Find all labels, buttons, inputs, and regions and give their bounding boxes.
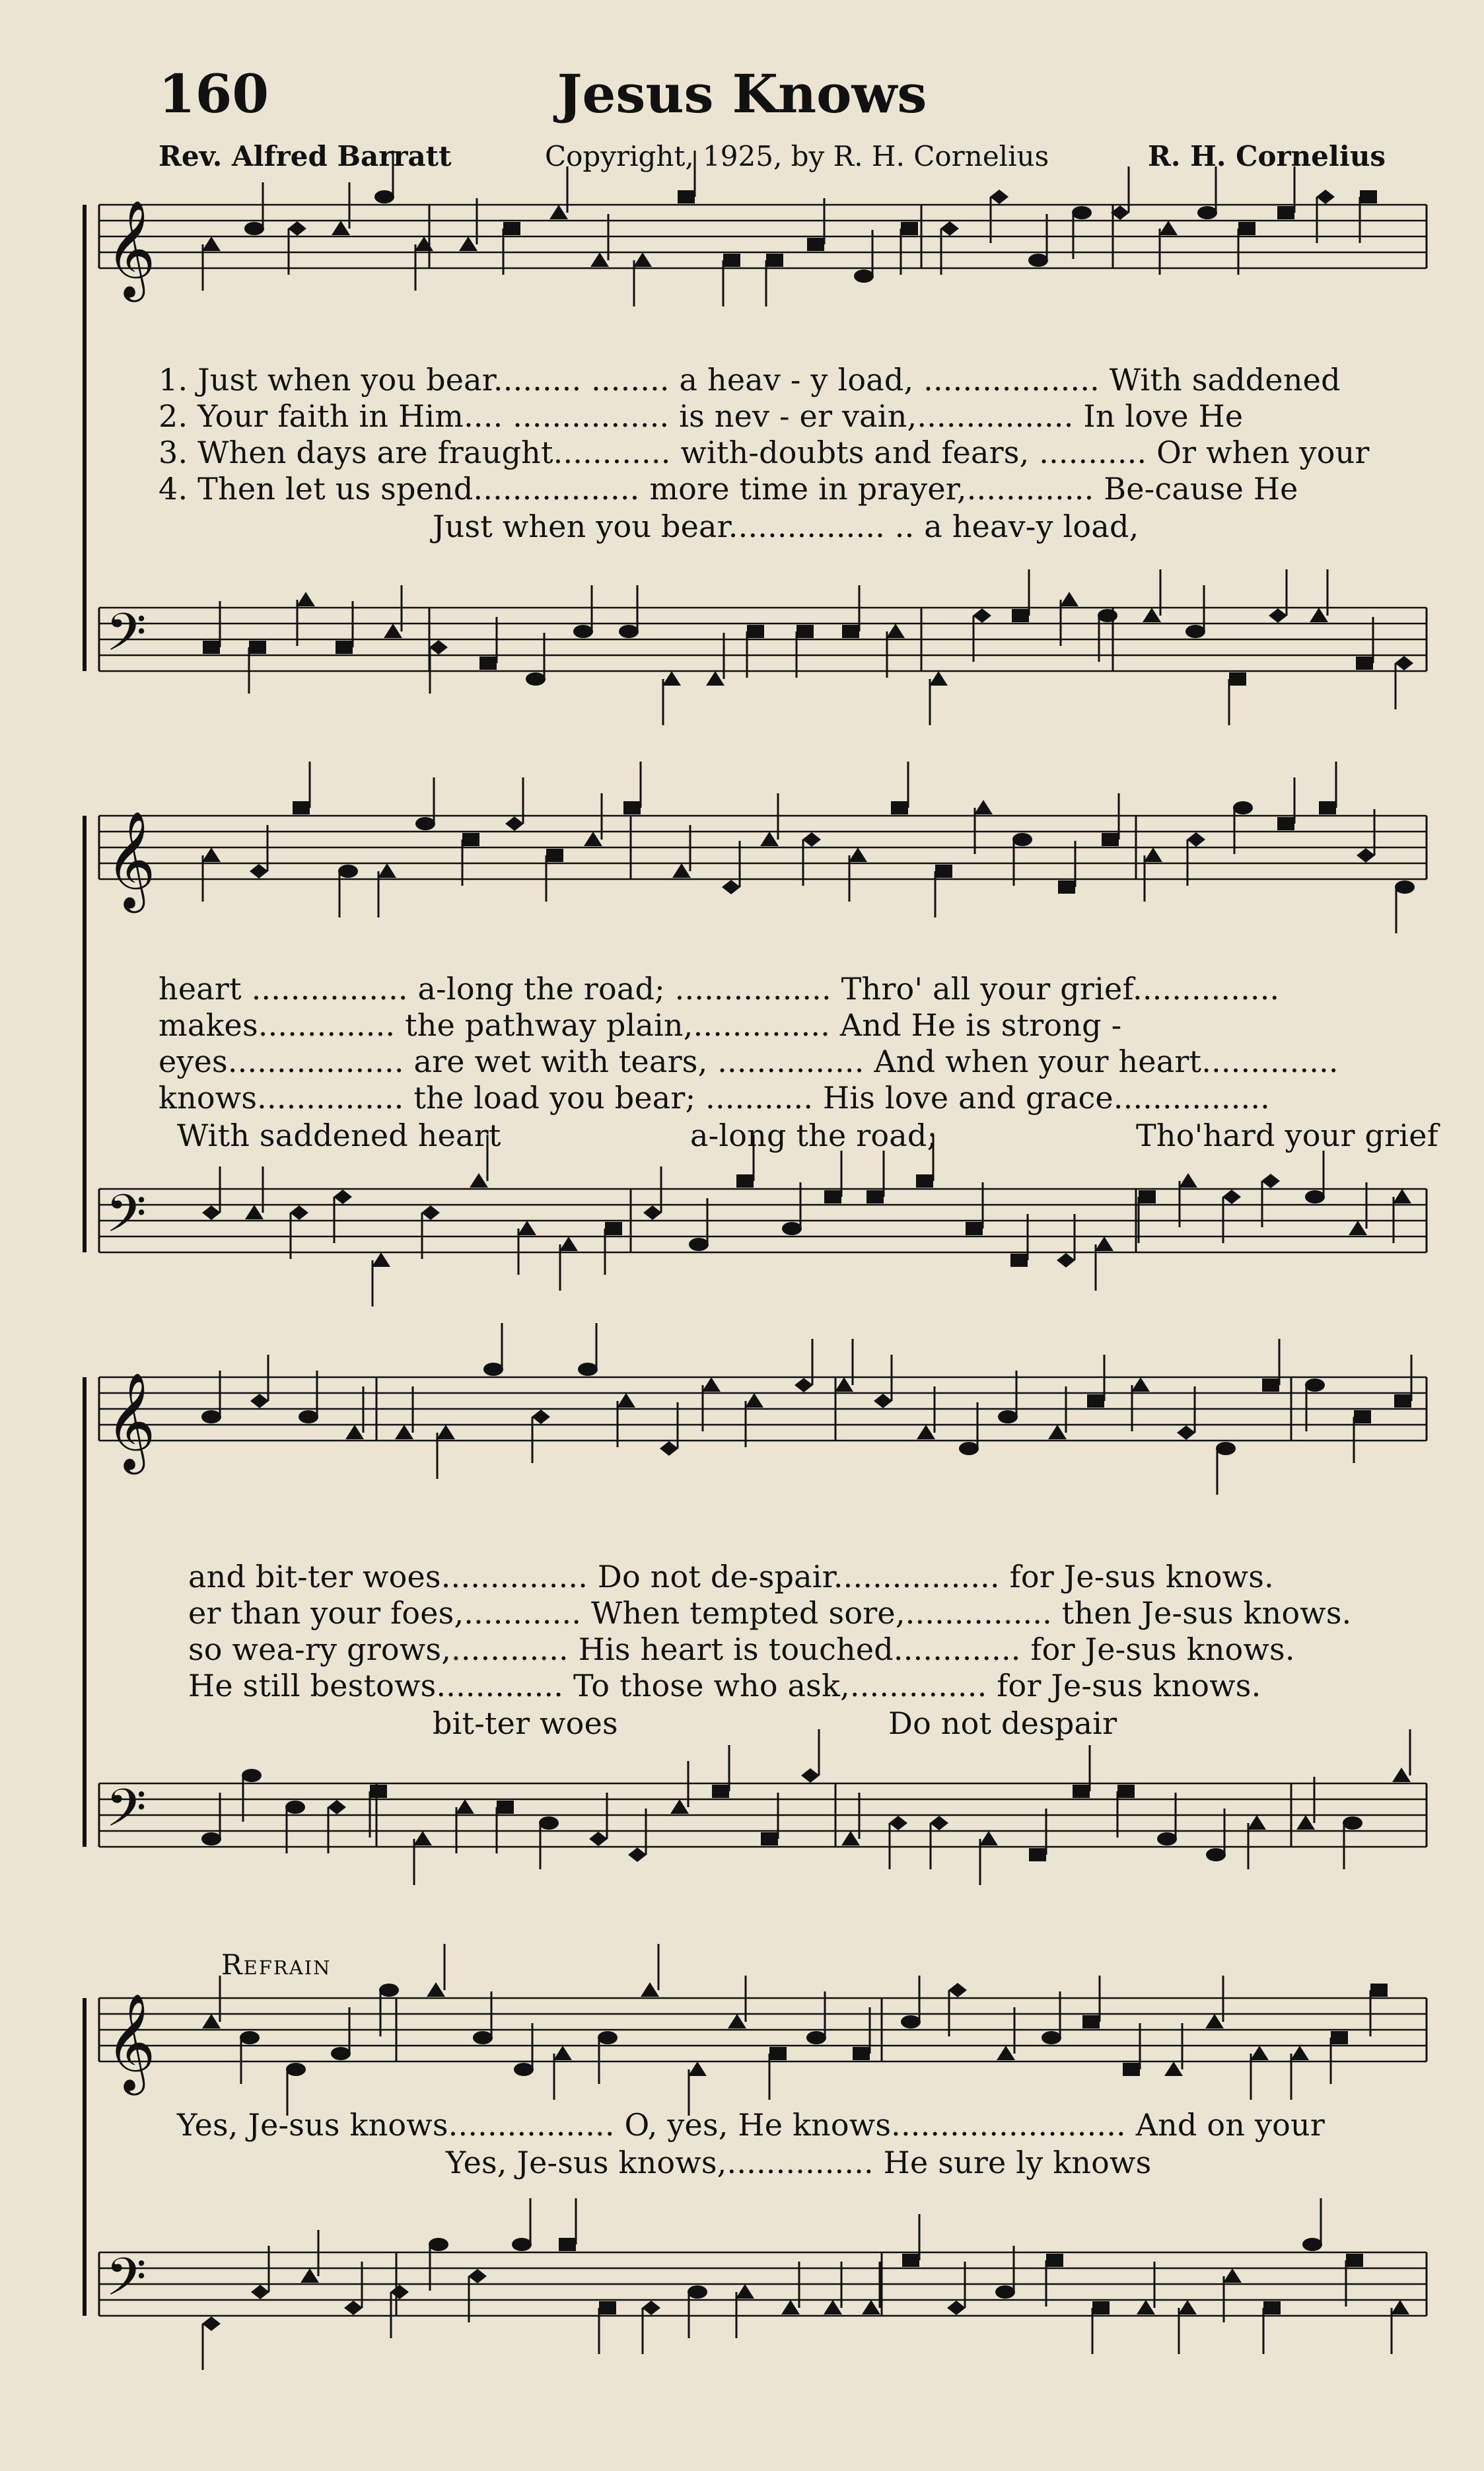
notehead <box>1343 1816 1362 1830</box>
notehead <box>1316 190 1335 204</box>
notehead <box>293 801 310 814</box>
notehead <box>841 1831 860 1845</box>
notehead <box>1263 2301 1281 2314</box>
notehead <box>916 1174 933 1188</box>
notehead <box>539 1816 559 1830</box>
notehead <box>1137 2300 1155 2314</box>
notehead <box>974 800 993 814</box>
notehead <box>979 1831 998 1845</box>
notehead <box>390 2285 409 2299</box>
notehead <box>1159 221 1178 235</box>
notehead <box>427 1982 445 1997</box>
notehead <box>623 801 641 814</box>
notehead <box>1356 657 1373 670</box>
bass-clef: 𝄢 <box>106 1777 147 1851</box>
notehead <box>1187 832 1205 847</box>
notehead <box>891 801 908 814</box>
notehead <box>462 833 479 846</box>
bass-echo-2b: a-long the road; <box>690 1118 938 1153</box>
notehead <box>807 238 824 251</box>
notehead <box>1060 592 1078 606</box>
notehead <box>1394 1394 1411 1408</box>
notehead <box>769 2047 787 2060</box>
notehead <box>1319 801 1336 814</box>
notehead <box>470 1173 488 1188</box>
notehead <box>1197 206 1217 219</box>
hymn-title: Jesus Knows <box>557 63 927 125</box>
notehead <box>782 1222 802 1235</box>
notehead <box>285 1801 305 1814</box>
notehead <box>824 2300 842 2314</box>
notehead <box>1238 222 1255 235</box>
bass-echo-3a: bit-ter woes <box>433 1705 618 1741</box>
verse-1-line-2: heart ................ a-long the road; ................ Thro' all your grief............... <box>159 971 1280 1007</box>
notehead <box>959 1442 979 1455</box>
notehead <box>1346 2254 1363 2267</box>
notehead <box>1048 1425 1067 1439</box>
notehead <box>202 2014 221 2028</box>
notehead <box>526 672 546 686</box>
notehead <box>997 2046 1015 2060</box>
notehead <box>824 1190 841 1203</box>
bass-clef: 𝄢 <box>106 1183 147 1257</box>
notehead <box>902 2254 919 2267</box>
notehead <box>290 1205 308 1220</box>
hymn-number: 160 <box>159 63 269 125</box>
verse-2-line-3: er than your foes,............ When tempted sore,............... then Je-sus knows. <box>188 1595 1352 1631</box>
verse-1-line-3: and bit-ter woes............... Do not de-spair................. for Je-sus knows. <box>188 1559 1274 1594</box>
notehead <box>1117 1785 1135 1798</box>
verse-2-line-1: 2. Your faith in Him.... ................ is nev - er vain,................ In love He <box>159 398 1244 434</box>
notehead <box>1349 1221 1367 1235</box>
notehead <box>559 1236 578 1251</box>
notehead <box>947 2301 966 2315</box>
notehead <box>849 847 867 862</box>
notehead <box>300 2268 319 2283</box>
notehead <box>1143 608 1161 622</box>
verse-3-line-2: eyes.................. are wet with tears, ............... And when your heart.............. <box>159 1044 1339 1079</box>
bass-clef: 𝄢 <box>106 602 147 676</box>
notehead <box>286 2063 306 2076</box>
notehead <box>468 2269 487 2283</box>
notehead <box>203 641 220 654</box>
verse-3-line-3: so wea-ry grows,............ His heart is touched............. for Je-sus knows. <box>188 1631 1295 1667</box>
notehead <box>479 657 497 670</box>
notehead <box>1248 1815 1266 1830</box>
notehead <box>1073 1785 1090 1798</box>
notehead <box>532 1410 550 1424</box>
notehead <box>578 1363 598 1376</box>
verse-3-line-1: 3. When days are fraught............ with-doubts and fears, ........... Or when your <box>159 435 1370 470</box>
treble-clef: 𝄞 <box>106 1993 156 2091</box>
verse-4-line-3: He still bestows............. To those who ask,.............. for Je-sus knows. <box>188 1668 1261 1703</box>
notehead <box>1131 1377 1150 1392</box>
notehead <box>328 1800 346 1814</box>
notehead <box>202 236 221 251</box>
notehead <box>990 190 1008 204</box>
notehead <box>202 2316 221 2331</box>
notehead <box>1206 1848 1226 1861</box>
notehead <box>598 2031 618 2044</box>
notehead <box>889 1816 907 1830</box>
notehead <box>662 671 681 686</box>
notehead <box>372 1252 390 1267</box>
notehead <box>334 1190 352 1204</box>
treble-clef: 𝄞 <box>106 199 156 298</box>
notehead <box>549 205 568 219</box>
notehead <box>1250 2046 1269 2060</box>
notehead <box>379 1984 399 1997</box>
notehead <box>633 252 652 267</box>
notehead <box>505 816 524 831</box>
notehead <box>1354 1410 1371 1423</box>
verse-4-line-1: 4. Then let us spend................. more time in prayer,............. Be-cause He <box>159 471 1298 507</box>
notehead <box>573 625 593 638</box>
notehead <box>250 1394 269 1408</box>
notehead <box>617 1393 635 1408</box>
notehead <box>672 863 691 878</box>
notehead <box>1177 1425 1195 1440</box>
notehead <box>413 1831 432 1845</box>
notehead <box>619 625 639 638</box>
notehead <box>250 864 268 878</box>
notehead <box>722 880 740 894</box>
notehead <box>415 817 435 830</box>
notehead <box>1178 2300 1197 2314</box>
notehead <box>288 221 306 236</box>
notehead <box>518 1221 536 1235</box>
notehead <box>736 1174 754 1188</box>
notehead <box>728 2014 746 2028</box>
notehead <box>483 1363 503 1376</box>
notehead <box>966 1222 983 1235</box>
notehead <box>940 221 959 236</box>
refrain-bass-echo: Yes, Je-sus knows,............... He sure ly knows <box>446 2145 1152 2180</box>
notehead <box>473 2031 493 2044</box>
bass-echo-2c: Tho'hard your grief <box>1136 1118 1438 1153</box>
treble-clef: 𝄞 <box>106 1372 156 1470</box>
notehead <box>641 1982 659 1997</box>
notehead <box>796 625 814 638</box>
notehead <box>678 190 695 203</box>
notehead <box>201 1410 221 1423</box>
notehead <box>1360 190 1377 203</box>
notehead <box>1302 2238 1322 2251</box>
notehead <box>642 2301 660 2315</box>
notehead <box>1098 609 1117 622</box>
notehead <box>853 2047 870 2060</box>
notehead <box>1144 847 1162 862</box>
notehead <box>242 1769 262 1782</box>
notehead <box>344 2301 363 2315</box>
bass-clef: 𝄢 <box>106 2246 147 2320</box>
notehead <box>1392 1768 1411 1782</box>
notehead <box>835 1377 853 1392</box>
notehead <box>1072 206 1092 219</box>
notehead <box>706 671 724 686</box>
notehead <box>1029 1848 1046 1861</box>
notehead <box>559 2238 576 2251</box>
notehead <box>249 641 266 654</box>
notehead <box>760 832 779 846</box>
verse-4-line-2: knows............... the load you bear; ........... His love and grace................ <box>159 1080 1270 1116</box>
notehead <box>1046 2254 1063 2267</box>
notehead <box>1290 2046 1309 2060</box>
notehead <box>929 671 948 686</box>
notehead <box>244 222 264 235</box>
notehead <box>590 252 609 267</box>
notehead <box>1395 656 1413 670</box>
refrain-line: Yes, Je-sus knows................. O, yes, He knows........................ And on your <box>177 2107 1325 2143</box>
notehead <box>660 1441 678 1456</box>
copyright-notice: Copyright, 1925, by R. H. Cornelius <box>545 140 1049 172</box>
notehead <box>297 592 315 606</box>
notehead <box>1087 1394 1104 1408</box>
notehead <box>781 2300 800 2314</box>
bass-echo-2a: With saddened heart <box>177 1118 501 1153</box>
notehead <box>1222 1190 1241 1204</box>
notehead <box>374 190 394 203</box>
notehead <box>1185 625 1205 638</box>
notehead <box>745 1393 763 1408</box>
notehead <box>842 625 859 638</box>
notehead <box>1229 672 1246 686</box>
notehead <box>456 1799 474 1814</box>
notehead <box>689 1238 709 1251</box>
notehead <box>702 1377 721 1392</box>
notehead <box>973 608 991 623</box>
notehead <box>336 641 353 654</box>
notehead <box>514 2063 534 2076</box>
notehead <box>415 236 433 251</box>
notehead <box>202 847 221 862</box>
notehead <box>1296 1815 1315 1830</box>
notehead <box>1357 848 1375 863</box>
notehead <box>866 1190 884 1203</box>
treble-clef: 𝄞 <box>106 810 156 909</box>
notehead <box>429 2238 448 2251</box>
notehead <box>421 1205 440 1220</box>
notehead <box>1123 2063 1140 2076</box>
notehead <box>553 2046 572 2060</box>
notehead <box>643 1205 662 1220</box>
notehead <box>546 849 563 862</box>
notehead <box>917 1425 935 1439</box>
notehead <box>1393 1189 1411 1203</box>
notehead <box>1262 1379 1279 1392</box>
notehead <box>1391 2300 1409 2314</box>
notehead <box>459 236 477 251</box>
notehead <box>503 222 520 235</box>
notehead <box>901 2015 921 2028</box>
notehead <box>886 624 905 638</box>
notehead <box>599 2301 616 2314</box>
notehead <box>806 2031 826 2044</box>
notehead <box>331 2047 351 2060</box>
notehead <box>712 1785 729 1798</box>
notehead <box>935 865 952 878</box>
notehead <box>437 1425 455 1439</box>
notehead <box>589 1832 608 1846</box>
notehead <box>1157 1832 1177 1845</box>
notehead <box>338 865 358 878</box>
notehead <box>854 269 874 283</box>
notehead <box>1223 2268 1242 2283</box>
notehead <box>747 625 764 638</box>
notehead <box>1082 2015 1100 2028</box>
notehead <box>1139 1190 1156 1203</box>
notehead <box>240 2031 260 2044</box>
notehead <box>332 221 350 235</box>
notehead <box>1233 801 1253 814</box>
notehead <box>995 2285 1015 2299</box>
notehead <box>998 1410 1018 1423</box>
notehead <box>251 2285 269 2299</box>
notehead <box>1395 880 1415 894</box>
notehead <box>1269 608 1287 623</box>
verse-2-line-2: makes.............. the pathway plain,.............. And He is strong - <box>159 1007 1122 1043</box>
notehead <box>766 254 783 267</box>
notehead <box>1179 1173 1197 1188</box>
notehead <box>670 1799 689 1814</box>
refrain-label: Refrain <box>221 1949 332 1981</box>
notehead <box>1057 1253 1075 1268</box>
notehead <box>862 2300 880 2314</box>
notehead <box>1216 1442 1236 1455</box>
composer-credit: R. H. Cornelius <box>1148 140 1386 172</box>
notehead <box>1205 2014 1224 2028</box>
notehead <box>948 1983 967 1997</box>
notehead <box>761 1832 778 1845</box>
notehead <box>345 1425 364 1439</box>
notehead <box>1012 833 1032 846</box>
notehead <box>802 832 821 847</box>
notehead <box>202 1205 221 1220</box>
notehead <box>1277 817 1294 830</box>
notehead <box>1012 609 1029 622</box>
notehead <box>395 1425 413 1439</box>
notehead <box>201 1832 221 1845</box>
notehead <box>930 1816 948 1830</box>
notehead <box>1305 1379 1325 1392</box>
notehead <box>1058 880 1075 894</box>
notehead <box>384 624 402 638</box>
notehead <box>605 1222 622 1235</box>
notehead <box>1095 1236 1113 1251</box>
notehead <box>1261 1174 1280 1188</box>
notehead <box>1010 1254 1028 1267</box>
notehead <box>1092 2301 1110 2314</box>
notehead <box>1102 833 1119 846</box>
notehead <box>1331 2031 1348 2044</box>
notehead <box>1277 206 1294 219</box>
notehead <box>512 2238 532 2251</box>
notehead <box>874 1394 892 1408</box>
notehead <box>245 1205 264 1219</box>
notehead <box>1310 608 1328 622</box>
clefs <box>106 199 156 2320</box>
notehead <box>1305 1190 1325 1203</box>
notehead <box>584 832 602 846</box>
notehead <box>299 1410 318 1423</box>
notehead <box>628 1847 647 1862</box>
notehead <box>688 2061 707 2076</box>
notehead <box>795 1378 813 1392</box>
notehead <box>723 254 740 267</box>
notehead <box>1370 1984 1388 1997</box>
notehead <box>1028 254 1048 267</box>
notehead <box>1042 2031 1061 2044</box>
author-credit: Rev. Alfred Barratt <box>159 140 452 172</box>
notehead <box>1164 2061 1183 2076</box>
notehead <box>801 1768 820 1783</box>
notehead <box>429 640 448 655</box>
notehead <box>736 2284 754 2299</box>
notehead <box>688 2285 707 2299</box>
notehead <box>901 222 918 235</box>
bass-echo-1: Just when you bear................ .. a heav-y load, <box>433 509 1139 544</box>
bass-echo-3b: Do not despair <box>888 1705 1117 1741</box>
notehead <box>497 1801 514 1814</box>
notehead <box>370 1785 387 1798</box>
notehead <box>378 863 396 878</box>
verse-1-line-1: 1. Just when you bear......... ........ a heav - y load, .................. With saddened <box>159 362 1341 398</box>
